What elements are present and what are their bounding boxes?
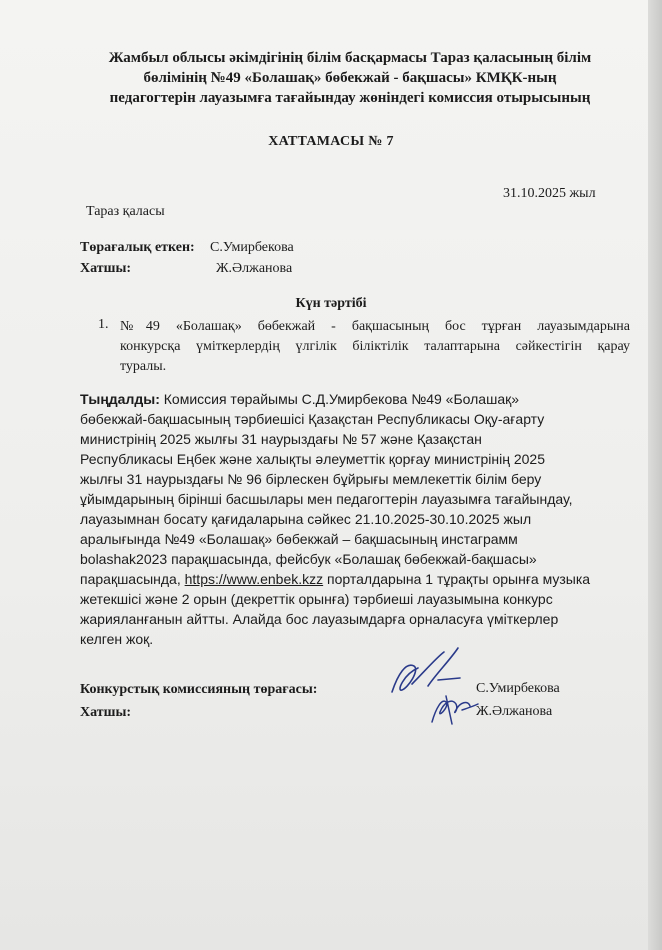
enbek-portal-link[interactable]: https://www.enbek.kzz: [184, 571, 324, 587]
minutes-line: ұйымдарының бірінші басшылары мен педагогтерін лауазымға тағайындау,: [80, 491, 573, 507]
minutes-line: келген жоқ.: [80, 631, 154, 647]
minutes-text: парақшасында,: [80, 571, 185, 587]
document-city: Тараз қаласы: [86, 204, 165, 219]
agenda-line: конкурсқа үміткерлердің үлгілік біліктілік талаптарына сәйкестігін қарау: [120, 339, 630, 354]
minutes-lead: Тыңдалды:: [80, 391, 160, 407]
signature-chair-label: Конкурстық комиссияның төрағасы:: [80, 682, 318, 697]
chair-label: Төрағалық еткен:: [80, 240, 195, 255]
minutes-line: жетекшісі және 2 орын (декреттік орынға) тәрбиеші лауазымына конкурс: [80, 591, 553, 607]
signature-secretary-name: Ж.Әлжанова: [476, 704, 553, 719]
minutes-line: [80, 569, 640, 589]
agenda-line: №49 «Болашақ» бөбекжай - бақшасының бос тұрған лауазымдарына: [120, 319, 630, 334]
agenda-title: Күн тәртібі: [295, 296, 367, 311]
minutes-line: жылғы 31 наурыздағы № 96 бірлескен бұйрығы мемлекеттік білім беру: [80, 471, 542, 487]
signature-chair-name: С.Умирбекова: [476, 681, 560, 696]
header-line: бөлімінің №49 «Болашақ» бөбекжай - бақшасы» КМҚК-ның: [143, 70, 557, 86]
document-date: 31.10.2025 жыл: [503, 186, 596, 201]
header-line: Жамбыл облысы әкімдігінің білім басқармасы Тараз қаласының білім: [108, 50, 592, 66]
minutes-text: Комиссия төрайымы С.Д.Умирбекова №49 «Болашақ»: [159, 391, 520, 407]
minutes-text: порталдарына 1 тұрақты орынға музыка: [323, 571, 591, 587]
minutes-line: [80, 389, 640, 409]
minutes-line: жарияланғанын айтты. Алайда бос лауазымдарға орналасуға үміткерлер: [80, 611, 559, 627]
agenda-item: [120, 317, 630, 377]
chair-name: С.Умирбекова: [210, 240, 294, 255]
minutes-line: bolashak2023 парақшасында, фейсбук «Болашақ бөбекжай-бақшасы»: [80, 551, 537, 567]
document-header: [70, 48, 630, 108]
minutes-line: Республикасы Еңбек және халықты әлеуметтік қорғау министрінің 2025: [80, 451, 545, 467]
secretary-signature: [426, 688, 482, 728]
secretary-name: Ж.Әлжанова: [216, 261, 293, 276]
minutes-body: [80, 389, 640, 649]
header-line: педагогтерін лауазымға тағайындау жөніндегі комиссия отырысының: [109, 90, 591, 106]
minutes-line: лауазымнан босату қағидаларына сәйкес 21.10.2025-30.10.2025 жыл: [80, 511, 532, 527]
minutes-line: министрінің 2025 жылғы 31 наурыздағы № 57 және Қазақстан: [80, 431, 482, 447]
secretary-label: Хатшы:: [80, 261, 132, 276]
agenda-item-number: 1.: [98, 317, 109, 332]
signature-secretary-label: Хатшы:: [80, 705, 132, 720]
minutes-line: бөбекжай-бақшасының тәрбиешісі Қазақстан Республикасы Оқу-ағарту: [80, 411, 545, 427]
minutes-line: аралығында №49 «Болашақ» бөбекжай – бақшасының инстаграмм: [80, 531, 518, 547]
document-title: ХАТТАМАСЫ № 7: [268, 134, 394, 149]
agenda-line: туралы.: [120, 359, 167, 374]
